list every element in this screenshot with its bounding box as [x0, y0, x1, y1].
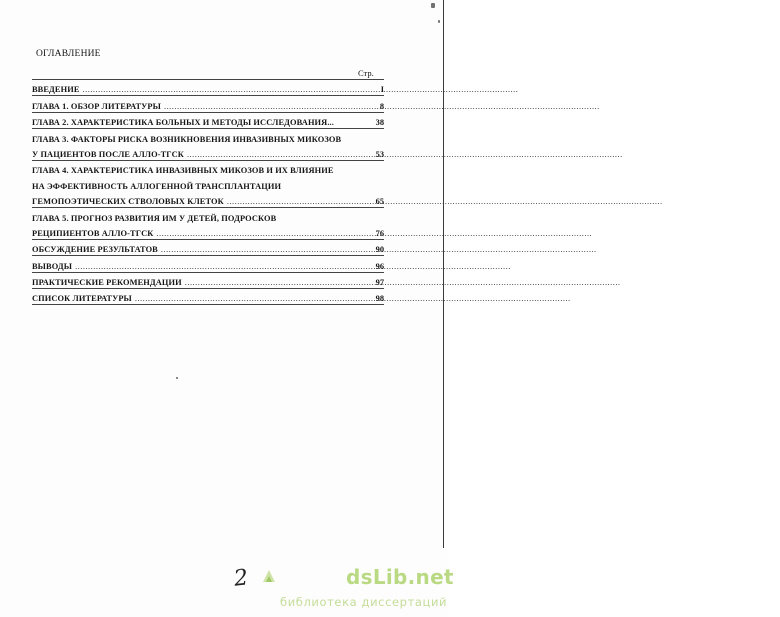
toc-heading: ОГЛАВЛЕНИЕ [36, 49, 101, 59]
toc-entry-title: ПРАКТИЧЕСКИЕ РЕКОМЕНДАЦИИ [32, 278, 182, 288]
toc-entry-title: ГЛАВА 5. ПРОГНОЗ РАЗВИТИЯ ИМ У ДЕТЕЙ, ПОДРОСКОВ [32, 213, 277, 223]
dslib-logo-icon [260, 567, 278, 585]
toc-entry-title: СПИСОК ЛИТЕРАТУРЫ [32, 294, 132, 304]
watermark [256, 565, 454, 613]
toc-entry-page: I [380, 85, 384, 95]
toc-leader-dots [161, 245, 359, 255]
scan-artifact [438, 20, 440, 23]
toc-leader-dots [135, 294, 359, 304]
toc-entry [32, 192, 384, 208]
toc-entry-title: ГЛАВА 2. ХАРАКТЕРИСТИКА БОЛЬНЫХ И МЕТОДЫ ИССЛЕДОВАНИЯ... [32, 118, 334, 128]
toc-leader-dots [164, 102, 359, 112]
toc-leader-dots [83, 85, 359, 95]
toc-entry-page: 38 [375, 118, 384, 128]
toc-entry-title: ГЕМОПОЭТИЧЕСКИХ СТВОЛОВЫХ КЛЕТОК [32, 197, 224, 207]
toc-entry-title: РЕЦИПИЕНТОВ АЛЛО-ТГСК [32, 228, 154, 238]
watermark-name: dsLib.net [346, 565, 454, 589]
page-column-label: Стр. [358, 68, 374, 78]
toc-entry [32, 208, 384, 223]
toc-leader-dots [156, 229, 359, 239]
toc-entry-page: 76 [375, 228, 384, 238]
toc-entry [32, 273, 384, 289]
table-of-contents [32, 79, 384, 305]
toc-entry [32, 113, 384, 129]
toc-entry [32, 289, 384, 305]
toc-entry [32, 96, 384, 112]
toc-leader-dots [187, 150, 359, 160]
toc-leader-dots [75, 262, 359, 272]
toc-entry [32, 80, 384, 96]
toc-entry-page: 96 [375, 261, 384, 271]
toc-entry [32, 129, 384, 144]
toc-entry [32, 145, 384, 161]
page-edge-line [443, 0, 444, 548]
toc-entry-title: ГЛАВА 4. ХАРАКТЕРИСТИКА ИНВАЗИВНЫХ МИКОЗОВ И ИХ ВЛИЯНИЕ [32, 166, 334, 176]
toc-entry-title: ОБСУЖДЕНИЕ РЕЗУЛЬТАТОВ [32, 245, 158, 255]
toc-entry-page: 53 [375, 149, 384, 159]
scan-speck [176, 377, 178, 379]
handwritten-page-number: 2 [232, 565, 250, 592]
toc-leader-dots [185, 278, 359, 288]
toc-leader-dots [227, 197, 359, 207]
toc-entry-title: НА ЭФФЕКТИВНОСТЬ АЛЛОГЕННОЙ ТРАНСПЛАНТАЦИИ [32, 181, 282, 191]
toc-entry [32, 176, 384, 191]
toc-entry-title: ВВЕДЕНИЕ [32, 85, 80, 95]
toc-entry-title: ГЛАВА 3. ФАКТОРЫ РИСКА ВОЗНИКНОВЕНИЯ ИНВАЗИВНЫХ МИКОЗОВ [32, 134, 342, 144]
toc-entry-page: 90 [375, 245, 384, 255]
toc-entry [32, 240, 384, 256]
toc-entry [32, 256, 384, 272]
watermark-tagline: библиотека диссертаций [280, 595, 448, 609]
toc-entry [32, 161, 384, 176]
toc-entry-title: ВЫВОДЫ [32, 261, 73, 271]
toc-entry-page: 65 [375, 197, 384, 207]
toc-entry-page: 8 [379, 101, 384, 111]
toc-entry-title: ГЛАВА 1. ОБЗОР ЛИТЕРАТУРЫ [32, 101, 161, 111]
toc-entry [32, 224, 384, 240]
scan-artifact [431, 3, 435, 8]
toc-entry-page: 97 [375, 278, 384, 288]
toc-entry-page: 98 [375, 294, 384, 304]
toc-entry-title: У ПАЦИЕНТОВ ПОСЛЕ АЛЛО-ТГСК [32, 149, 184, 159]
